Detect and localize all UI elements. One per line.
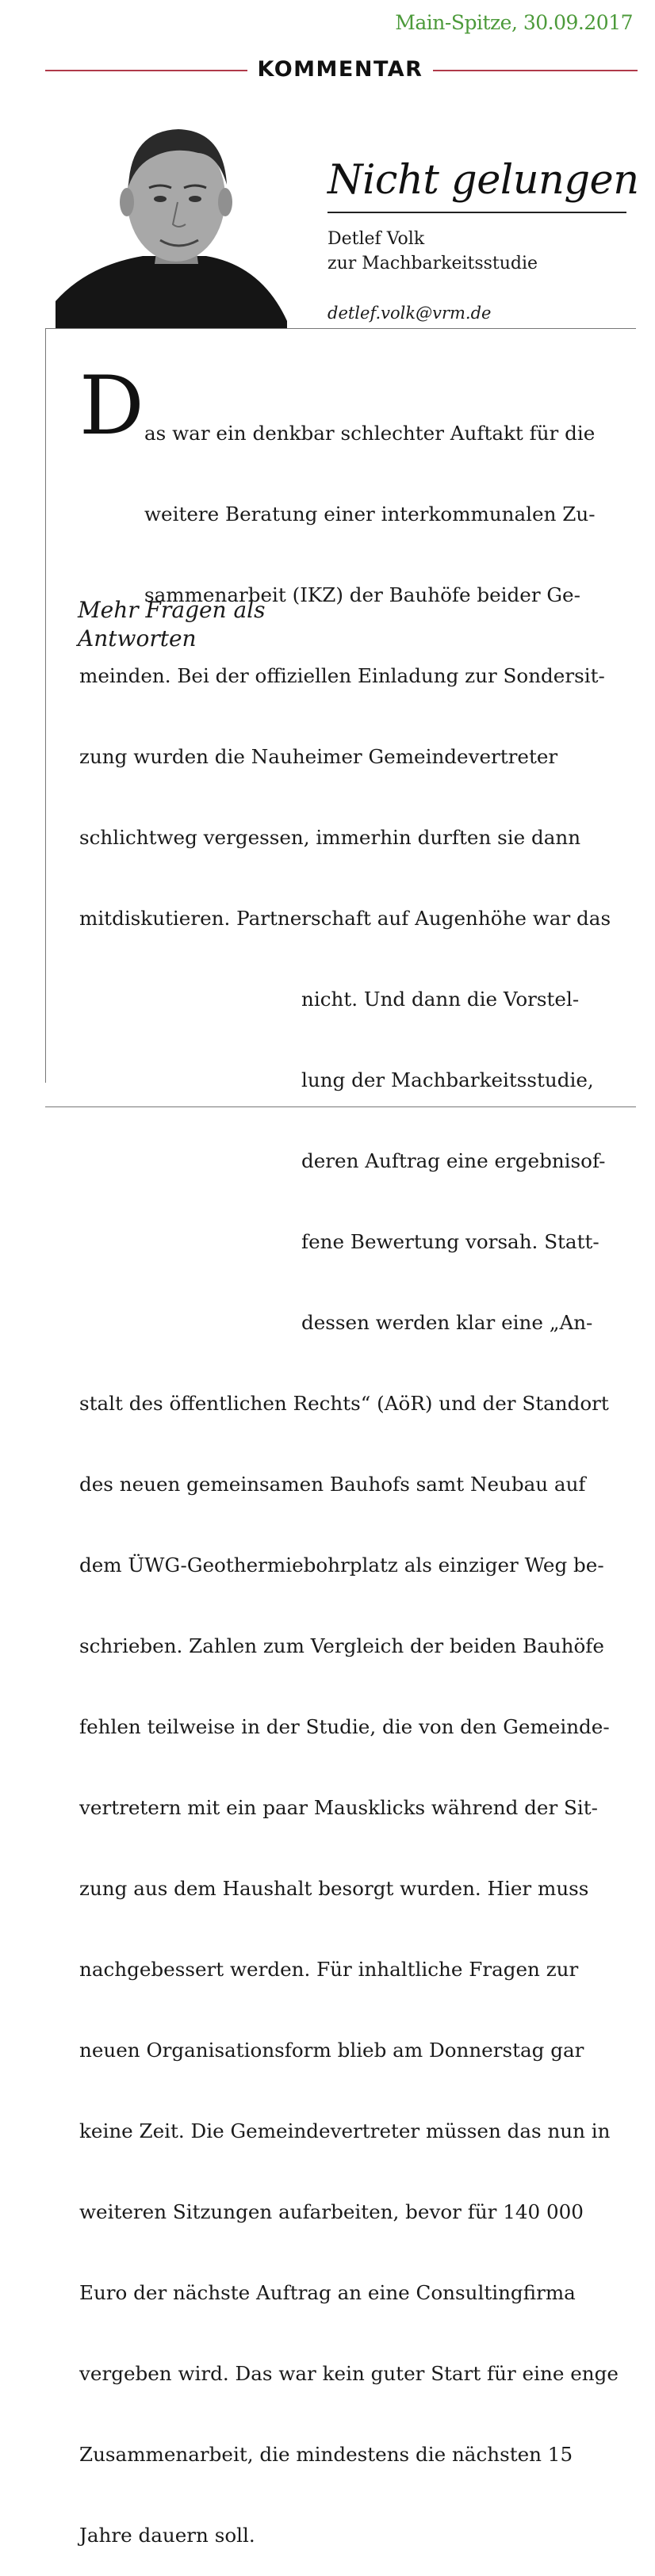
article-line: keine Zeit. Die Gemeindevertreter müssen das nun in — [79, 2119, 611, 2142]
headline: Nicht gelungen — [328, 157, 639, 204]
source-date: Main-Spitze, 30.09.2017 — [395, 11, 633, 34]
article-line: zung wurden die Nauheimer Gemeindevertreter — [79, 745, 558, 768]
article-line: deren Auftrag eine ergebnisof- — [301, 1149, 606, 1172]
article-line: vergeben wird. Das war kein guter Start für eine enge — [79, 2362, 619, 2385]
article-line: meinden. Bei der offiziellen Einladung zur Sondersit- — [79, 664, 605, 687]
article-frame-top — [45, 328, 636, 329]
article-line: as war ein denkbar schlechter Auftakt für die — [144, 422, 596, 445]
dropcap: D — [79, 359, 144, 453]
article-line: schrieben. Zahlen zum Vergleich der beiden Bauhöfe — [79, 1634, 604, 1657]
article-line: stalt des öffentlichen Rechts“ (AöR) und der Standort — [79, 1392, 609, 1415]
article-line: weiteren Sitzungen aufarbeiten, bevor für 140 000 — [79, 2200, 584, 2223]
kicker-rule-left — [45, 70, 247, 71]
article-line: zung aus dem Haushalt besorgt wurden. Hier muss — [79, 1877, 589, 1900]
article-body — [79, 359, 619, 2576]
section-kicker: KOMMENTAR — [257, 57, 423, 82]
article-line: Zusammenarbeit, die mindestens die nächsten 15 — [79, 2443, 573, 2466]
article-line: schlichtweg vergessen, immerhin durften sie dann — [79, 826, 581, 849]
author-topic: zur Machbarkeitsstudie — [328, 254, 538, 273]
article-line: fehlen teilweise in der Studie, die von den Gemeinde- — [79, 1715, 610, 1738]
article-line: des neuen gemeinsamen Bauhofs samt Neubau auf — [79, 1473, 586, 1496]
article-line: Euro der nächste Auftrag an eine Consultingfirma — [79, 2281, 576, 2304]
article-line: nachgebessert werden. Für inhaltliche Fragen zur — [79, 1958, 579, 1981]
article-frame-left — [45, 328, 46, 1083]
author-photo — [56, 123, 293, 329]
author-block — [328, 227, 538, 276]
author-name: Detlef Volk — [328, 229, 425, 249]
article-line: nicht. Und dann die Vorstel- — [301, 988, 580, 1011]
headline-rule — [328, 212, 626, 213]
author-email[interactable]: detlef.volk@vrm.de — [328, 304, 492, 323]
article-line: neuen Organisationsform blieb am Donnerstag gar — [79, 2039, 584, 2062]
kicker-rule-right — [433, 70, 638, 71]
article-line: Jahre dauern soll. — [79, 2524, 255, 2547]
article-line: mitdiskutieren. Partnerschaft auf Augenhöhe war das — [79, 907, 611, 930]
pull-quote-line: Mehr Fragen als — [78, 597, 266, 623]
pull-quote-line: Antworten — [78, 625, 197, 652]
article-line: vertretern mit ein paar Mausklicks während der Sit- — [79, 1796, 598, 1819]
article-line: weitere Beratung einer interkommunalen Zu- — [144, 503, 596, 526]
article-line: lung der Machbarkeitsstudie, — [301, 1068, 594, 1091]
article-line: fene Bewertung vorsah. Statt- — [301, 1230, 599, 1253]
article-line: dem ÜWG-Geothermiebohrplatz als einziger Weg be- — [79, 1554, 604, 1577]
article-line: sammenarbeit (IKZ) der Bauhöfe beider Ge- — [144, 583, 580, 606]
article-line: dessen werden klar eine „An- — [301, 1311, 593, 1334]
